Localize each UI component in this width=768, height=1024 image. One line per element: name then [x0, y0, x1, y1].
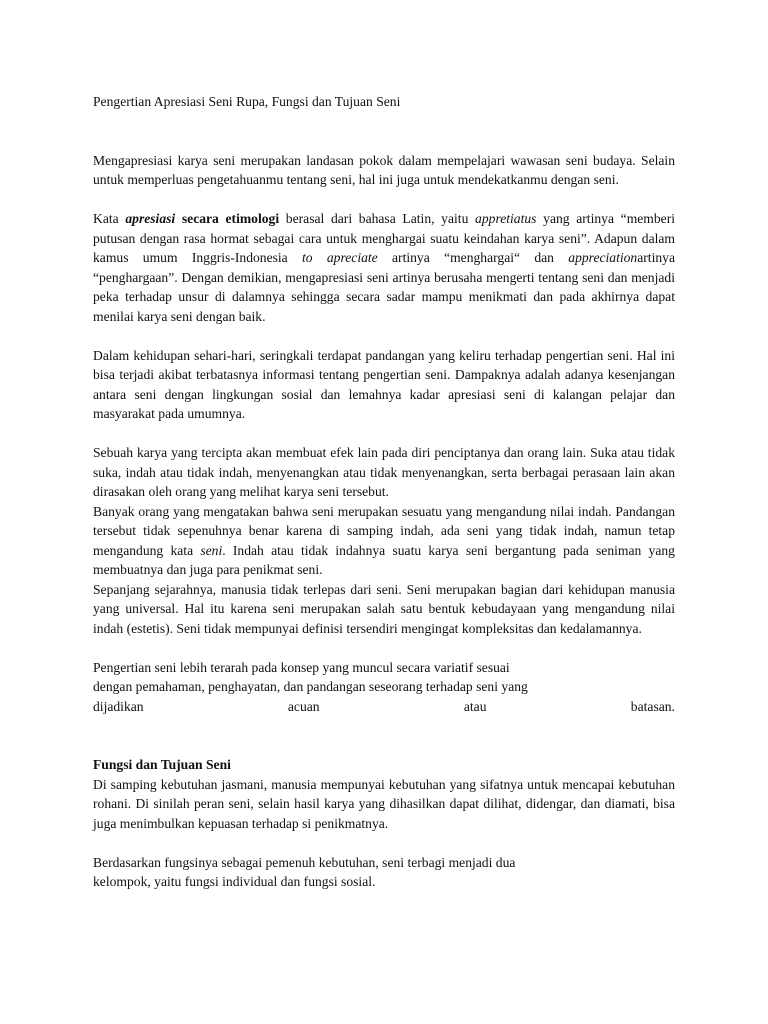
paragraph-definition-line1: Pengertian seni lebih terarah pada konsep yang muncul secara variatif sesuai [93, 659, 510, 675]
paragraph-intro: Mengapresiasi karya seni merupakan landasan pokok dalam mempelajari wawasan seni budaya. Selain untuk memperluas pengetahuanmu tentang seni, hal ini juga untuk mendekatkanmu dengan seni. [93, 152, 675, 187]
text-run: . Indah atau tidak indahnya suatu karya seni bergantung pada seniman yang membuatnya dan juga para penikmat seni. [93, 542, 675, 577]
paragraph-history: Sepanjang sejarahnya, manusia tidak terlepas dari seni. Seni merupakan bagian dari kehidupan manusia yang universal. Hal itu karena seni merupakan salah satu bentuk kebudayaan yang mengandung nilai indah (estetis). Seni tidak mempunyai definisi tersendiri mengingat kompleksitas dan kedalamannya. [93, 581, 675, 636]
text-run: yang artinya “memberi putusan dengan rasa hormat sebagai cara untuk menghargai suatu keindahan karya seni”. Adapun dalam kamus umum Inggris-Indonesia [93, 211, 676, 265]
word: batasan. [630, 698, 675, 714]
word: acuan [287, 698, 320, 714]
term-seni: seni [200, 542, 223, 558]
term-appretiatus: appretiatus [475, 211, 537, 226]
text-run: Banyak orang yang mengatakan bahwa seni merupakan sesuatu yang mengandung nilai indah. Pandangan tersebut tidak sepenuhnya benar karena di samping indah, ada seni yang tidak indah, namun tetap mengandung kata [93, 503, 675, 558]
paragraph-gap [93, 736, 675, 756]
paragraph-effect: Sebuah karya yang tercipta akan membuat efek lain pada diri penciptanya dan orang lain. Suka atau tidak suka, indah atau tidak indah, menyenangkan atau tidak menyenangkan, serta berbagai perasaan lain akan dirasakan oleh orang yang melihat karya seni tersebut. [93, 445, 675, 499]
text-run: Kata [93, 211, 126, 226]
word: atau [463, 698, 487, 714]
paragraph-gap [93, 638, 675, 658]
paragraph-gap [93, 326, 675, 346]
paragraph-daily-life: Dalam kehidupan sehari-hari, seringkali terdapat pandangan yang keliru terhadap pengertian seni. Hal ini bisa terjadi akibat terbatasnya informasi tentang pengertian seni. Dampaknya adalah adanya kesenjangan antara seni dengan lingkungan sosial dan lemahnya kadar apresiasi seni di kalangan pelajar dan masyarakat pada umumnya. [93, 347, 675, 421]
section-heading-fungsi: Fungsi dan Tujuan Seni [93, 757, 231, 772]
paragraph-gap [93, 716, 675, 736]
text-run: artinya “penghargaan”. Dengan demikian, mengapresiasi seni artinya berusaha mengerti tentang seni dan menjadi peka terhadap unsur di dalamnya sehingga secara sadar mampu menikmati dan pada akhirnya dapat menilai karya seni dengan baik. [93, 250, 675, 324]
text-run: berasal dari bahasa Latin, yaitu [279, 211, 476, 226]
text-run: artinya “menghargai“ dan [377, 250, 569, 265]
term-to-apreciate: to apreciate [302, 250, 378, 265]
paragraph-function-line2: kelompok, yaitu fungsi individual dan fungsi sosial. [93, 874, 376, 889]
paragraph-beauty [93, 502, 675, 580]
paragraph-definition-line3 [93, 697, 675, 717]
paragraph-function-line1: Berdasarkan fungsinya sebagai pemenuh kebutuhan, seni terbagi menjadi dua [93, 854, 516, 870]
word: dijadikan [93, 698, 144, 714]
paragraph-gap [93, 424, 675, 444]
paragraph-gap [93, 190, 675, 210]
document-page [93, 92, 675, 892]
term-etimologi: secara etimologi [175, 211, 280, 226]
paragraph-gap [93, 833, 675, 853]
paragraph-etymology [93, 209, 675, 326]
paragraph-definition-line2: dengan pemahaman, penghayatan, dan pandangan seseorang terhadap seni yang [93, 679, 528, 694]
term-apresiasi: apresiasi [125, 211, 176, 226]
paragraph-needs: Di samping kebutuhan jasmani, manusia mempunyai kebutuhan yang sifatnya untuk mencapai kebutuhan rohani. Di sinilah peran seni, selain hasil karya yang dihasilkan dapat dilihat, didengar, dan diamati, bisa juga menimbulkan kepuasan terhadap si penikmatnya. [93, 776, 675, 831]
document-title: Pengertian Apresiasi Seni Rupa, Fungsi dan Tujuan Seni [93, 94, 401, 109]
term-appreciation: appreciation [568, 250, 638, 265]
